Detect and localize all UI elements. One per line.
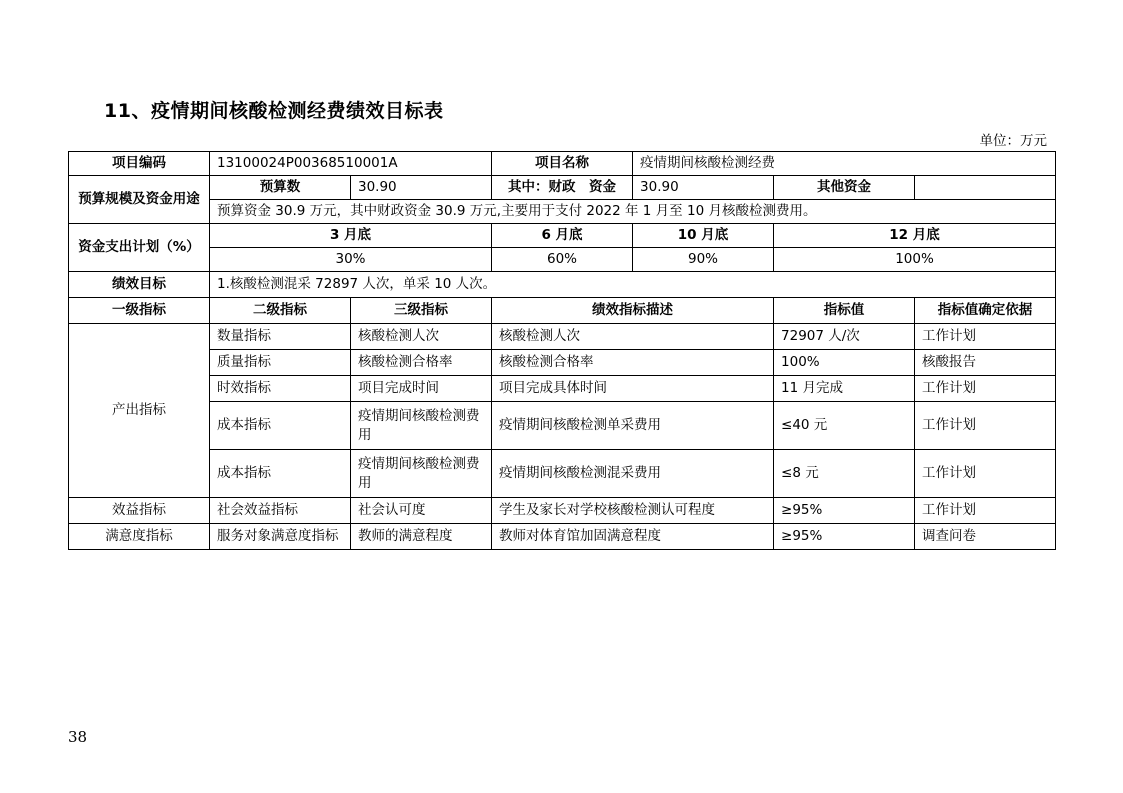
indicator-basis: 工作计划: [915, 402, 1056, 450]
plan-period-value: 100%: [774, 248, 1056, 272]
level2-indicator: 成本指标: [210, 450, 351, 498]
indicator-description: 核酸检测人次: [492, 324, 774, 350]
performance-target-table: [68, 151, 1056, 550]
project-row: [69, 152, 1056, 176]
table-row: [69, 376, 1056, 402]
project-name: 疫情期间核酸检测经费: [633, 152, 1056, 176]
plan-label: 资金支出计划（%）: [69, 224, 210, 272]
level3-indicator: 核酸检测人次: [351, 324, 492, 350]
fiscal-fund-label: 其中：财政 资金: [492, 176, 633, 200]
indicator-basis: 工作计划: [915, 324, 1056, 350]
indicator-description: 疫情期间核酸检测单采费用: [492, 402, 774, 450]
indicator-description: 项目完成具体时间: [492, 376, 774, 402]
plan-period-value: 30%: [210, 248, 492, 272]
goal-row: [69, 272, 1056, 298]
other-fund-label: 其他资金: [774, 176, 915, 200]
level2-indicator: 社会效益指标: [210, 498, 351, 524]
column-header: 二级指标: [210, 298, 351, 324]
level2-indicator: 时效指标: [210, 376, 351, 402]
indicator-value: ≤8 元: [774, 450, 915, 498]
column-header: 指标值确定依据: [915, 298, 1056, 324]
indicator-basis: 工作计划: [915, 498, 1056, 524]
level2-indicator: 成本指标: [210, 402, 351, 450]
indicator-description: 学生及家长对学校核酸检测认可程度: [492, 498, 774, 524]
level3-indicator: 教师的满意程度: [351, 524, 492, 550]
budget-row: [69, 176, 1056, 200]
indicator-basis: 工作计划: [915, 450, 1056, 498]
indicator-value: ≥95%: [774, 498, 915, 524]
indicator-basis: 核酸报告: [915, 350, 1056, 376]
level1-indicator: 满意度指标: [69, 524, 210, 550]
level3-indicator: 疫情期间核酸检测费用: [351, 450, 492, 498]
page-number: 38: [68, 728, 88, 746]
indicator-value: 100%: [774, 350, 915, 376]
goal-label: 绩效目标: [69, 272, 210, 298]
budget-usage-row: [69, 200, 1056, 224]
indicator-description: 教师对体育馆加固满意程度: [492, 524, 774, 550]
table-row: [69, 324, 1056, 350]
level1-indicator: 产出指标: [69, 324, 210, 498]
level2-indicator: 服务对象满意度指标: [210, 524, 351, 550]
level2-indicator: 数量指标: [210, 324, 351, 350]
fiscal-fund: 30.90: [633, 176, 774, 200]
plan-header-row: [69, 224, 1056, 248]
indicator-header-row: [69, 298, 1056, 324]
level3-indicator: 疫情期间核酸检测费用: [351, 402, 492, 450]
plan-period-value: 90%: [633, 248, 774, 272]
column-header: 绩效指标描述: [492, 298, 774, 324]
project-name-label: 项目名称: [492, 152, 633, 176]
budget-label: 预算规模及资金用途: [69, 176, 210, 224]
indicator-description: 核酸检测合格率: [492, 350, 774, 376]
level3-indicator: 社会认可度: [351, 498, 492, 524]
plan-period-label: 6 月底: [492, 224, 633, 248]
project-code: 13100024P00368510001A: [210, 152, 492, 176]
column-header: 三级指标: [351, 298, 492, 324]
plan-period-label: 3 月底: [210, 224, 492, 248]
other-fund: [915, 176, 1056, 200]
table-row: [69, 450, 1056, 498]
column-header: 指标值: [774, 298, 915, 324]
indicator-basis: 调查问卷: [915, 524, 1056, 550]
indicator-value: ≥95%: [774, 524, 915, 550]
table-row: [69, 498, 1056, 524]
level1-indicator: 效益指标: [69, 498, 210, 524]
plan-period-value: 60%: [492, 248, 633, 272]
column-header: 一级指标: [69, 298, 210, 324]
page-title: 11、疫情期间核酸检测经费绩效目标表: [104, 100, 444, 122]
plan-value-row: [69, 248, 1056, 272]
indicator-basis: 工作计划: [915, 376, 1056, 402]
plan-period-label: 12 月底: [774, 224, 1056, 248]
indicator-value: 11 月完成: [774, 376, 915, 402]
project-code-label: 项目编码: [69, 152, 210, 176]
table-row: [69, 350, 1056, 376]
plan-period-label: 10 月底: [633, 224, 774, 248]
level2-indicator: 质量指标: [210, 350, 351, 376]
table-row: [69, 402, 1056, 450]
level3-indicator: 核酸检测合格率: [351, 350, 492, 376]
budget-amount-label: 预算数: [210, 176, 351, 200]
table-row: [69, 524, 1056, 550]
indicator-value: 72907 人/次: [774, 324, 915, 350]
budget-usage: 预算资金 30.9 万元，其中财政资金 30.9 万元,主要用于支付 2022 年 1 月至 10 月核酸检测费用。: [210, 200, 1056, 224]
indicator-value: ≤40 元: [774, 402, 915, 450]
unit-label: 单位：万元: [979, 133, 1047, 149]
goal-text: 1.核酸检测混采 72897 人次，单采 10 人次。: [210, 272, 1056, 298]
level3-indicator: 项目完成时间: [351, 376, 492, 402]
indicator-description: 疫情期间核酸检测混采费用: [492, 450, 774, 498]
budget-amount: 30.90: [351, 176, 492, 200]
